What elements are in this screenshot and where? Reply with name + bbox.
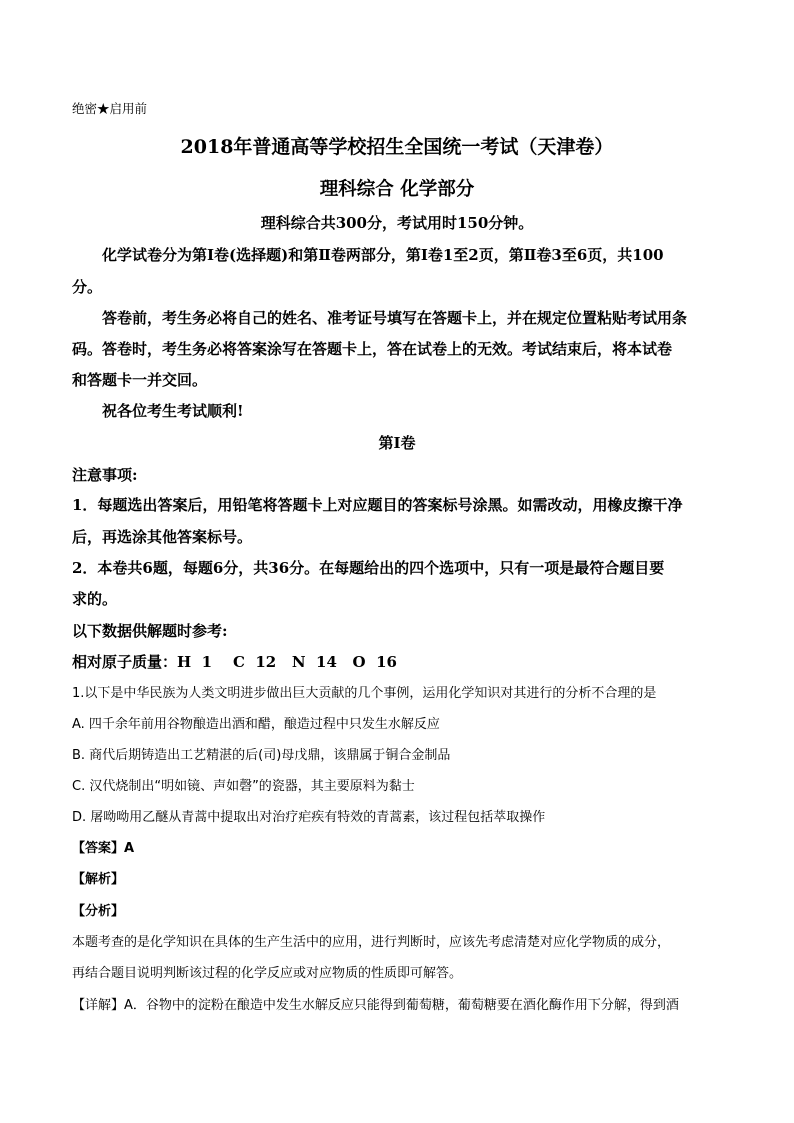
option-a: A. 四千余年前用谷物酿造出酒和醋，酿造过程中只发生水解反应 bbox=[72, 717, 440, 732]
fenxi-label: 【分析】 bbox=[72, 904, 125, 919]
option-d: D. 屠呦呦用乙醚从青蒿中提取出对治疗疟疾有特效的青蒿素，该过程包括萃取操作 bbox=[72, 810, 546, 825]
fenxi-line1: 本题考查的是化学知识在具体的生产生活中的应用，进行判断时，应该先考虑清楚对应化学物质的成分， bbox=[72, 935, 671, 950]
note2-line2: 求的。 bbox=[72, 590, 118, 608]
exam-subtitle: 理科综合 化学部分 bbox=[319, 179, 475, 200]
notes-title: 注意事项: bbox=[72, 466, 138, 484]
answer: 【答案】A bbox=[72, 841, 135, 856]
exam-info: 理科综合共300分，考试用时150分钟。 bbox=[260, 214, 534, 232]
question-stem: 1.以下是中华民族为人类文明进步做出巨大贡献的几个事例，运用化学知识对其进行的分析不合理的是 bbox=[72, 686, 657, 701]
note1-line2: 后，再选涂其他答案标号。 bbox=[72, 528, 253, 546]
note1-line1: 1．每题选出答案后，用铅笔将答题卡上对应题目的答案标号涂黑。如需改动，用橡皮擦干净 bbox=[72, 496, 683, 514]
intro-p2-line2: 码。答卷时，考生务必将答案涂写在答题卡上，答在试卷上的无效。考试结束后，将本试卷 bbox=[72, 340, 673, 358]
fenxi-line2: 再结合题目说明判断该过程的化学反应或对应物质的性质即可解答。 bbox=[72, 966, 463, 981]
intro-p1-line1: 化学试卷分为第Ⅰ卷(选择题)和第Ⅱ卷两部分，第Ⅰ卷1至2页，第Ⅱ卷3至6页，共100 bbox=[102, 246, 664, 264]
option-b: B. 商代后期铸造出工艺精湛的后(司)母戊鼎，该鼎属于铜合金制品 bbox=[72, 748, 451, 763]
option-c: C. 汉代烧制出“明如镜、声如磬”的瓷器，其主要原料为黏士 bbox=[72, 779, 415, 794]
intro-p1-line2: 分。 bbox=[72, 278, 103, 296]
section-title: 第Ⅰ卷 bbox=[378, 434, 416, 452]
note2-line1: 2．本卷共6题，每题6分，共36分。在每题给出的四个选项中，只有一项是最符合题目要 bbox=[72, 559, 665, 577]
intro-p2-line1: 答卷前，考生务必将自己的姓名、准考证号填写在答题卡上，并在规定位置粘贴考试用条 bbox=[102, 309, 688, 327]
reference-title: 以下数据供解题时参考: bbox=[72, 622, 228, 640]
intro-wish: 祝各位考生考试顺利! bbox=[102, 402, 244, 420]
secret-label: 绝密★启用前 bbox=[72, 101, 148, 116]
detail-line1: 【详解】A．谷物中的淀粉在酿造中发生水解反应只能得到葡萄糖，葡萄糖要在酒化酶作用下分解，得到酒 bbox=[72, 998, 679, 1013]
atomic-mass: 相对原子质量：H 1 C 12 N 14 O 16 bbox=[72, 653, 397, 671]
intro-p2-line3: 和答题卡一并交回。 bbox=[72, 371, 208, 389]
analysis-label: 【解析】 bbox=[72, 872, 125, 887]
exam-title: 2018年普通高等学校招生全国统一考试（天津卷） bbox=[180, 136, 614, 158]
